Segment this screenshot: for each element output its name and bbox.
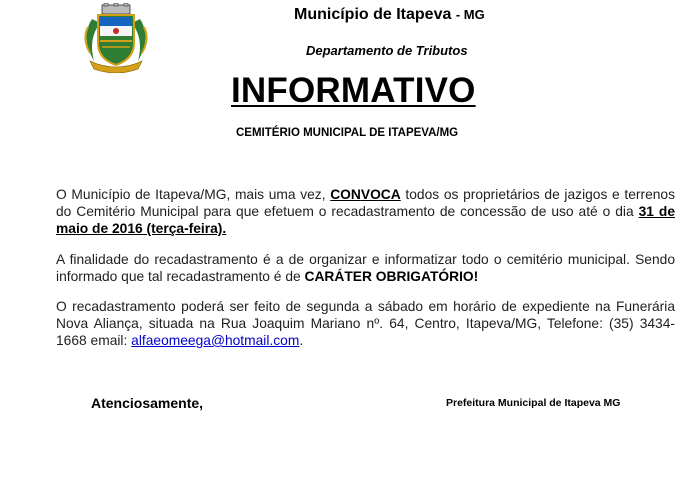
email-link[interactable]: alfaeomeega@hotmail.com: [131, 333, 300, 348]
municipality-title: [294, 6, 485, 24]
coat-of-arms: [78, 3, 154, 73]
signer-name: Prefeitura Municipal de Itapeva MG: [446, 397, 621, 409]
paragraph3-end: .: [299, 333, 304, 348]
paragraph-convocation: [56, 186, 675, 237]
paragraph3-part1: O recadastramento poderá ser feito de segunda a sábado em horário de expediente na Funerária Nova Aliança, situada na Rua Joaquim Mariano nº. 64, Centro, Itapeva/MG, Telefone: (35) 3434-1668 email:: [56, 299, 675, 348]
convoca-keyword: CONVOCA: [330, 187, 401, 202]
state-suffix: - MG: [455, 7, 485, 22]
paragraph1-part2: todos os proprietários de jazigos e terrenos do Cemitério Municipal para que efetuem o recadastramento de concessão de uso até o dia: [56, 187, 675, 219]
department-name: Departamento de Tributos: [306, 43, 468, 58]
paragraph2-part1: A finalidade do recadastramento é a de organizar e informatizar todo o cemitério municipal. Sendo informado que tal recadastramento é de: [56, 252, 675, 284]
document-title: INFORMATIVO: [231, 71, 476, 110]
deadline-date: 31 de maio de 2016 (terça-feira).: [56, 204, 675, 236]
paragraph1-part1: O Município de Itapeva/MG, mais uma vez,: [56, 187, 331, 202]
paragraph-purpose: [56, 251, 675, 285]
mandatory-exclamation: !: [473, 269, 479, 284]
paragraph-location: [56, 298, 675, 349]
mandatory-emphasis: CARÁTER OBRIGATÓRIO: [304, 269, 474, 284]
municipal-coat-of-arms-icon: [78, 3, 154, 73]
municipality-name: Município de Itapeva: [294, 6, 452, 23]
document-subtitle: CEMITÉRIO MUNICIPAL DE ITAPEVA/MG: [236, 127, 459, 139]
closing-salutation: Atenciosamente,: [91, 395, 204, 411]
